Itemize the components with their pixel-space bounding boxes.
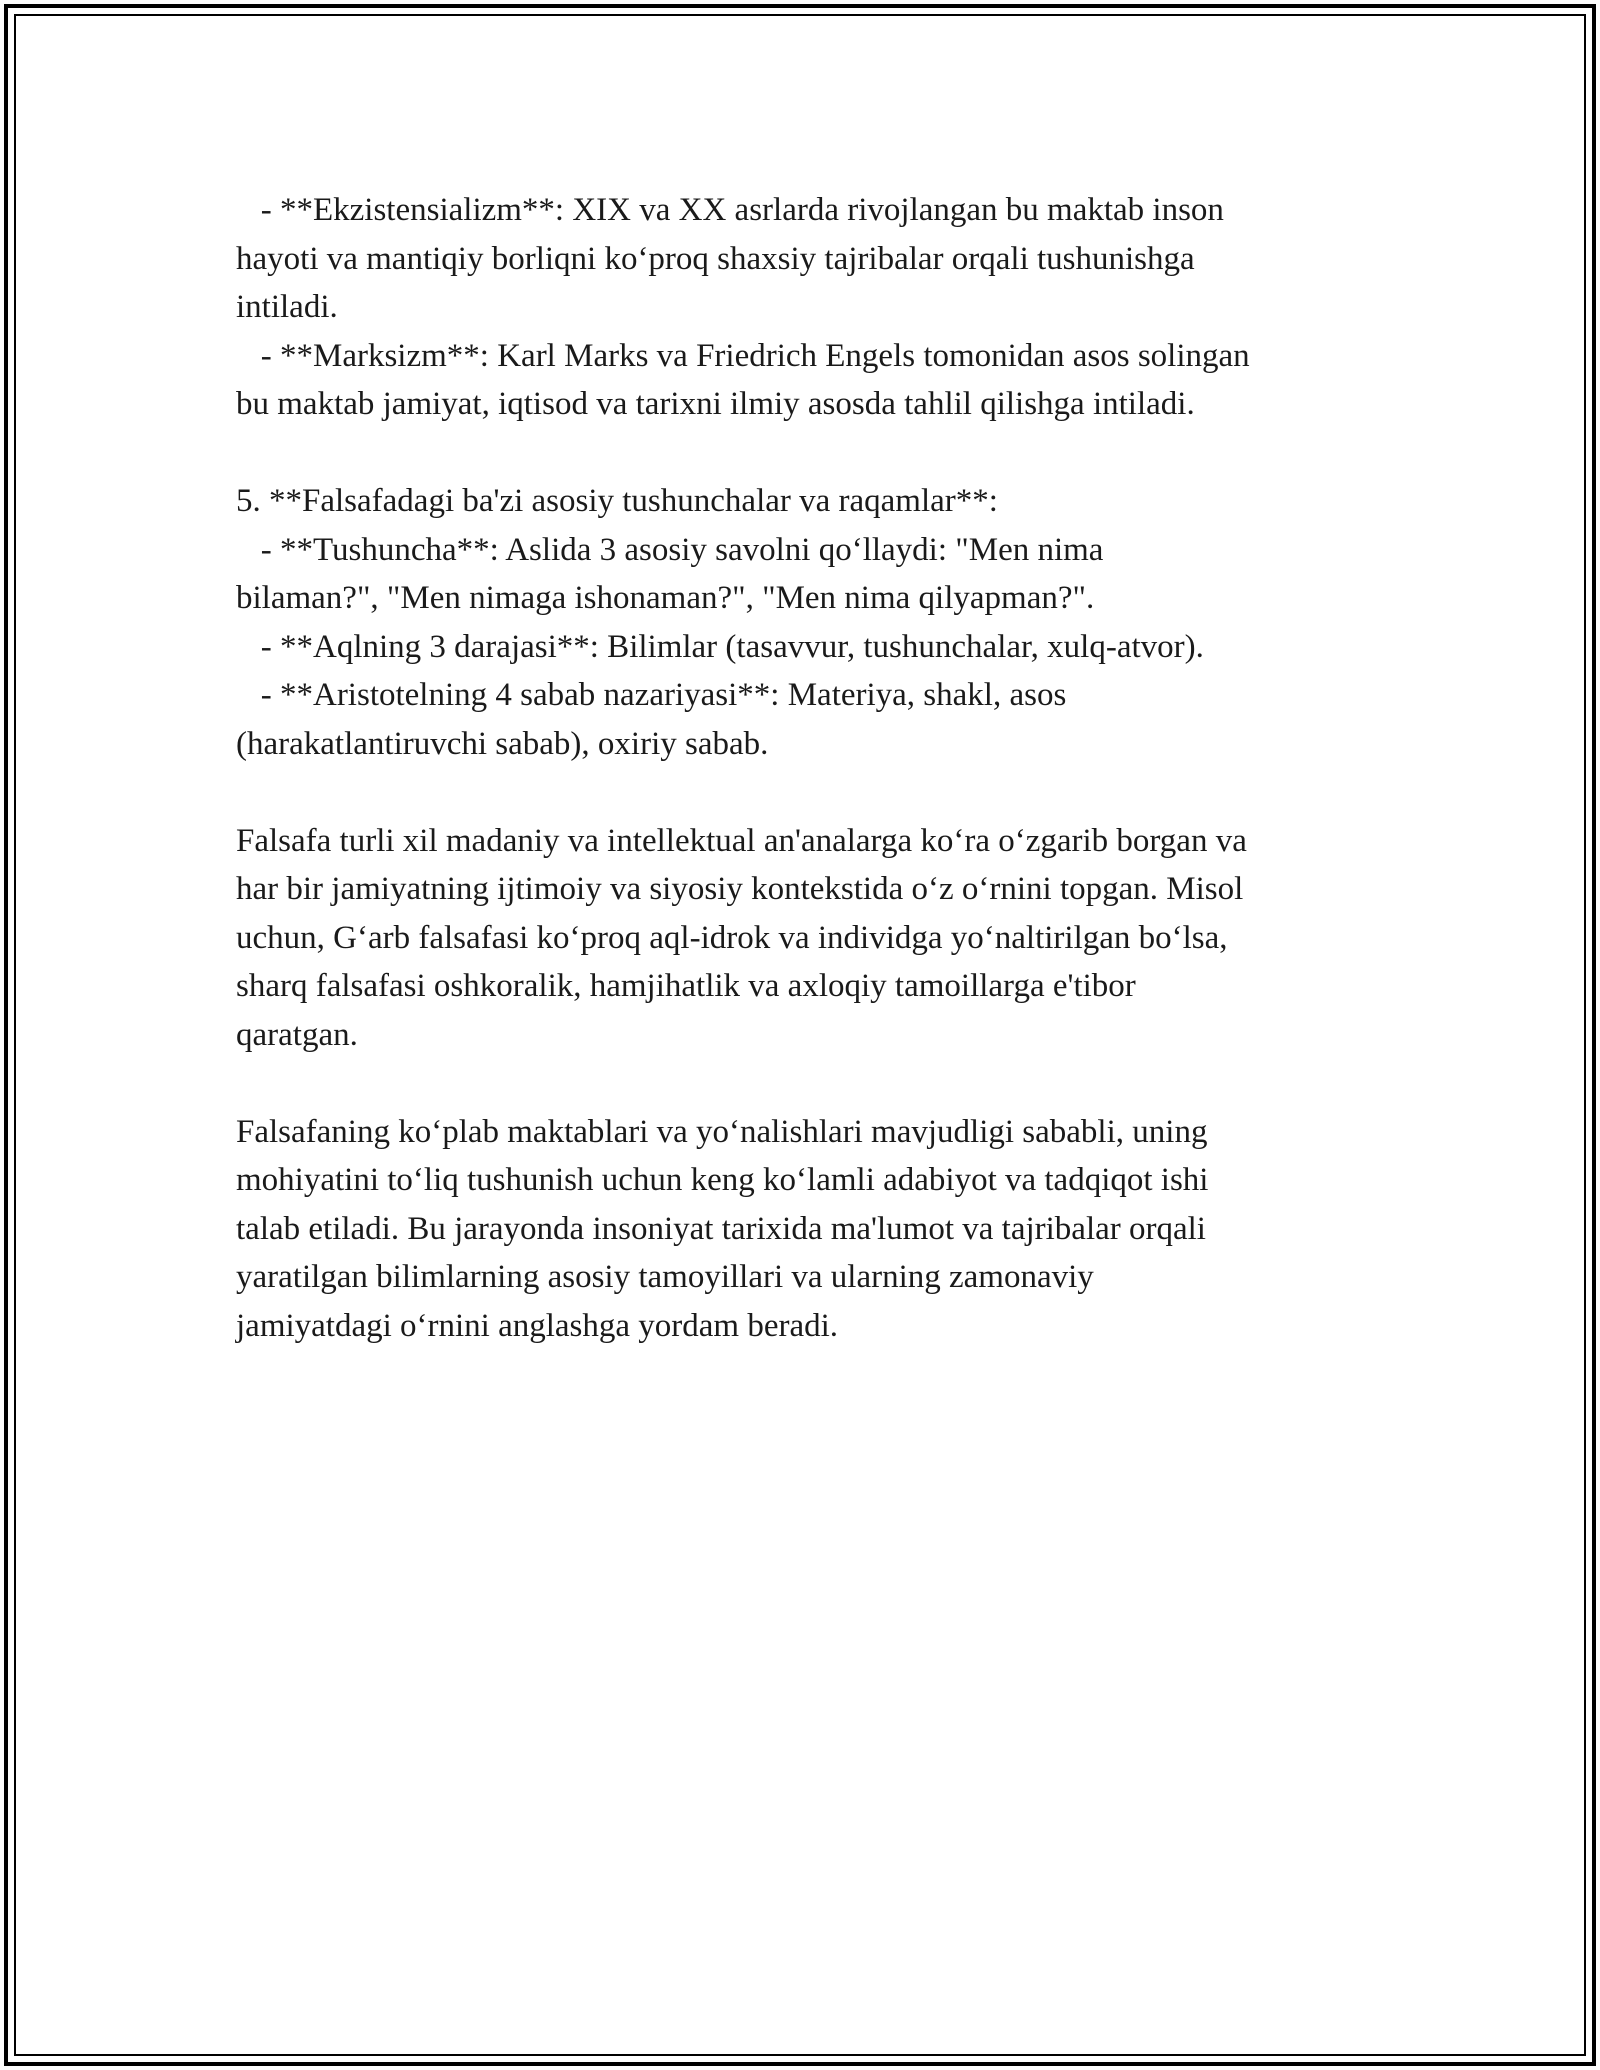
list-item-marksizm (236, 332, 1376, 429)
text-line: har bir jamiyatning ijtimoiy va siyosiy kontekstida oʻz oʻrnini topgan. Misol (236, 871, 1244, 907)
text-line: intiladi. (236, 289, 338, 325)
list-item-tushuncha (236, 526, 1376, 623)
paragraph-gap (236, 1059, 1376, 1108)
paragraph-gap (236, 768, 1376, 817)
list-item-aqlning (236, 623, 1376, 672)
text-line: qaratgan. (236, 1016, 358, 1053)
paragraph (236, 1108, 1376, 1351)
text-line: - **Ekzistensializm**: XIX va XX asrlarda rivojlangan bu maktab inson (236, 192, 1224, 228)
text-line: 5. **Falsafadagi ba'zi asosiy tushunchalar va raqamlar**: (236, 483, 998, 519)
text-line: bilaman?", "Men nimaga ishonaman?", "Men nima qilyapman?". (236, 580, 1095, 616)
text-line: - **Marksizm**: Karl Marks va Friedrich Engels tomonidan asos solingan (236, 337, 1250, 374)
text-line: bu maktab jamiyat, iqtisod va tarixni ilmiy asosda tahlil qilishga intiladi. (236, 386, 1195, 422)
text-line: talab etiladi. Bu jarayonda insoniyat tarixida ma'lumot va tajribalar orqali (236, 1210, 1206, 1247)
text-line: uchun, Gʻarb falsafasi koʻproq aql-idrok va individga yoʻnaltirilgan boʻlsa, (236, 919, 1228, 956)
text-line: sharq falsafasi oshkoralik, hamjihatlik va axloqiy tamoillarga e'tibor (236, 968, 1136, 1004)
list-item-ekzistensializm (236, 186, 1376, 332)
document-body (236, 186, 1376, 1350)
text-line: (harakatlantiruvchi sabab), oxiriy sabab. (236, 725, 769, 762)
text-line: - **Aristotelning 4 sabab nazariyasi**: Materiya, shakl, asos (236, 677, 1067, 713)
paragraph (236, 817, 1376, 1060)
text-line: - **Tushuncha**: Aslida 3 asosiy savolni qoʻllaydi: "Men nima (236, 531, 1104, 568)
text-line: mohiyatini toʻliq tushunish uchun keng koʻlamli adabiyot va tadqiqot ishi (236, 1162, 1209, 1198)
paragraph-gap (236, 429, 1376, 478)
text-line: hayoti va mantiqiy borliqni koʻproq shaxsiy tajribalar orqali tushunishga (236, 240, 1195, 277)
text-line: Falsafaning koʻplab maktablari va yoʻnalishlari mavjudligi sababli, uning (236, 1113, 1208, 1150)
section-heading (236, 477, 1376, 526)
list-item-aristotel (236, 671, 1376, 768)
text-line: - **Aqlning 3 darajasi**: Bilimlar (tasavvur, tushunchalar, xulq-atvor). (236, 628, 1204, 665)
text-line: yaratilgan bilimlarning asosiy tamoyillari va ularning zamonaviy (236, 1259, 1094, 1295)
text-line: Falsafa turli xil madaniy va intellektual an'analarga koʻra oʻzgarib borgan va (236, 822, 1247, 859)
text-line: jamiyatdagi oʻrnini anglashga yordam beradi. (236, 1307, 839, 1344)
